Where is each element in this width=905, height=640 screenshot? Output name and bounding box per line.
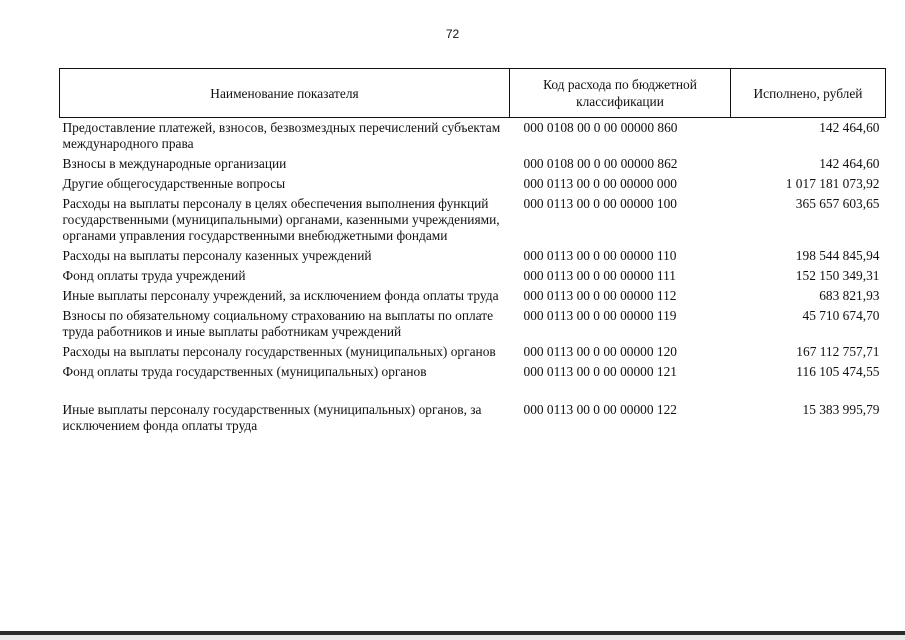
page-number: 72 bbox=[445, 27, 460, 41]
row-budget-code: 000 0113 00 0 00 00000 111 bbox=[523, 268, 677, 283]
header-indicator-name: Наименование показателя bbox=[60, 69, 510, 118]
row-indicator-name: Расходы на выплаты персоналу государственных (муниципальных) органов bbox=[62, 344, 496, 359]
row-budget-code: 000 0113 00 0 00 00000 120 bbox=[523, 344, 677, 359]
row-budget-code: 000 0108 00 0 00 00000 860 bbox=[523, 120, 678, 135]
row-executed-amount: 15 383 995,79 bbox=[802, 402, 880, 417]
table-row bbox=[60, 176, 886, 196]
table-row bbox=[60, 308, 886, 344]
row-executed-amount: 167 112 757,71 bbox=[796, 344, 880, 359]
row-indicator-name: Взносы в международные организации bbox=[62, 156, 287, 171]
row-indicator-name: Другие общегосударственные вопросы bbox=[62, 176, 286, 191]
row-indicator-name: Расходы на выплаты персоналу казенных учреждений bbox=[62, 248, 372, 263]
row-indicator-name: Расходы на выплаты персоналу в целях обеспечения выполнения функций государственными (муниципальными) органами, казенными учреждениями, органами управления государственными внебюджетными фондами bbox=[62, 196, 500, 243]
header-executed-amount: Исполнено, рублей bbox=[731, 69, 886, 118]
row-indicator-name: Фонд оплаты труда учреждений bbox=[62, 268, 246, 283]
table-row bbox=[60, 364, 886, 402]
table-row bbox=[60, 402, 886, 434]
table-body bbox=[60, 118, 886, 435]
table-row bbox=[60, 248, 886, 268]
table-row bbox=[60, 288, 886, 308]
table-row bbox=[60, 344, 886, 364]
row-executed-amount: 116 105 474,55 bbox=[796, 364, 880, 379]
table-row bbox=[60, 156, 886, 176]
row-indicator-name: Предоставление платежей, взносов, безвозмездных перечислений субъектам международного права bbox=[62, 120, 501, 151]
header-row bbox=[60, 69, 886, 118]
row-executed-amount: 45 710 674,70 bbox=[802, 308, 880, 323]
row-indicator-name: Фонд оплаты труда государственных (муниципальных) органов bbox=[62, 364, 427, 379]
row-indicator-name: Взносы по обязательному социальному страхованию на выплаты по оплате труда работников и иные выплаты работникам учреждений bbox=[62, 308, 494, 339]
row-budget-code: 000 0113 00 0 00 00000 122 bbox=[523, 402, 677, 417]
row-budget-code: 000 0108 00 0 00 00000 862 bbox=[523, 156, 678, 171]
row-executed-amount: 1 017 181 073,92 bbox=[785, 176, 880, 191]
row-indicator-name: Иные выплаты персоналу учреждений, за исключением фонда оплаты труда bbox=[62, 288, 499, 303]
row-executed-amount: 198 544 845,94 bbox=[795, 248, 880, 263]
budget-execution-table bbox=[59, 68, 886, 434]
table-row bbox=[60, 118, 886, 157]
row-executed-amount: 365 657 603,65 bbox=[795, 196, 880, 211]
row-executed-amount: 142 464,60 bbox=[819, 120, 880, 135]
table-row bbox=[60, 196, 886, 248]
page-bottom-shade bbox=[0, 635, 905, 640]
table-header bbox=[60, 69, 886, 118]
row-executed-amount: 683 821,93 bbox=[819, 288, 880, 303]
row-budget-code: 000 0113 00 0 00 00000 100 bbox=[523, 196, 677, 211]
row-budget-code: 000 0113 00 0 00 00000 121 bbox=[523, 364, 677, 379]
row-executed-amount: 142 464,60 bbox=[819, 156, 880, 171]
header-budget-code: Код расхода по бюджетной классификации bbox=[510, 69, 731, 118]
row-executed-amount: 152 150 349,31 bbox=[795, 268, 880, 283]
row-budget-code: 000 0113 00 0 00 00000 119 bbox=[523, 308, 677, 323]
table-row bbox=[60, 268, 886, 288]
row-indicator-name: Иные выплаты персоналу государственных (муниципальных) органов, за исключением фонда оплаты труда bbox=[62, 402, 482, 433]
row-budget-code: 000 0113 00 0 00 00000 000 bbox=[523, 176, 677, 191]
row-budget-code: 000 0113 00 0 00 00000 112 bbox=[523, 288, 677, 303]
row-budget-code: 000 0113 00 0 00 00000 110 bbox=[523, 248, 677, 263]
